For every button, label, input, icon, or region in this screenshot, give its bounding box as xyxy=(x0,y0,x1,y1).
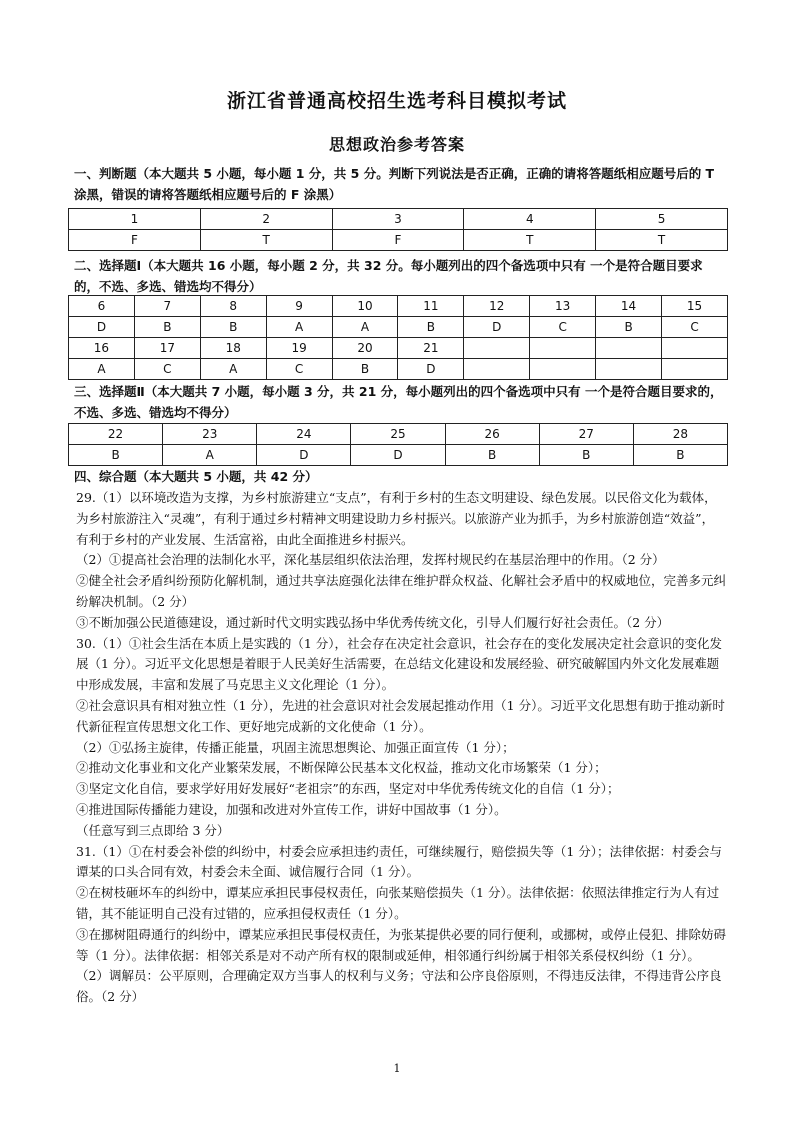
table-cell xyxy=(596,359,662,380)
answer-paragraph: ②推动文化事业和文化产业繁荣发展，不断保障公民基本文化权益，推动文化市场繁荣（1 分）； xyxy=(76,760,607,776)
table-cell: B xyxy=(200,317,266,338)
answer-paragraph: 29.（1）以环境改造为支撑，为乡村旅游建立“支点”，有利于乡村的生态文明建设、绿色发展。以民俗文化为载体，为乡村旅游注入“灵魂”，有利于通过乡村精神文明建设助力乡村振兴。以旅游产业为抓手，为乡村旅游创造“效益”，有利于乡村的产业发展、生活富裕，由此全面推进乡村振兴。 xyxy=(76,490,717,547)
table-cell: 18 xyxy=(200,338,266,359)
table-cell: 24 xyxy=(257,424,351,445)
table-cell xyxy=(530,338,596,359)
table-cell: 19 xyxy=(266,338,332,359)
table-cell: D xyxy=(464,317,530,338)
section-3-answer-table xyxy=(68,423,728,466)
table-row xyxy=(69,296,728,317)
table-cell: 17 xyxy=(134,338,200,359)
table-cell: 27 xyxy=(539,424,633,445)
table-cell: 3 xyxy=(332,209,464,230)
table-cell: 21 xyxy=(398,338,464,359)
section-4-body xyxy=(76,488,726,1008)
table-cell: C xyxy=(134,359,200,380)
page-number: 1 xyxy=(393,1062,401,1075)
table-cell: C xyxy=(662,317,728,338)
table-cell: 5 xyxy=(596,209,728,230)
table-cell: D xyxy=(69,317,135,338)
table-cell xyxy=(662,338,728,359)
table-cell: 9 xyxy=(266,296,332,317)
answer-paragraph: （2）①弘扬主旋律，传播正能量，巩固主流思想舆论、加强正面宣传（1 分）； xyxy=(76,739,515,755)
table-cell: A xyxy=(200,359,266,380)
table-cell: A xyxy=(266,317,332,338)
table-cell: D xyxy=(257,445,351,466)
answer-paragraph: （2）调解员：公平原则，合理确定双方当事人的权利与义务；守法和公序良俗原则，不得违反法律，不得违背公序良俗。（2 分） xyxy=(76,968,722,1005)
table-cell: A xyxy=(332,317,398,338)
table-cell: C xyxy=(266,359,332,380)
table-cell: C xyxy=(530,317,596,338)
answer-paragraph: 31.（1）①在村委会补偿的纠纷中，村委会应承担违约责任，可继续履行，赔偿损失等（1 分）；法律依据：村委会与谭某的口头合同有效，村委会未全面、诚信履行合同（1 分）。 xyxy=(76,843,723,880)
answer-paragraph: ②社会意识具有相对独立性（1 分），先进的社会意识对社会发展起推动作用（1 分）。习近平文化思想有助于推动新时代新征程宣传思想文化工作、更好地完成新的文化使命（1 分）。 xyxy=(76,697,725,734)
table-cell: 28 xyxy=(633,424,727,445)
table-cell xyxy=(530,359,596,380)
table-row xyxy=(69,338,728,359)
table-cell: 7 xyxy=(134,296,200,317)
table-cell: A xyxy=(163,445,257,466)
table-row xyxy=(69,359,728,380)
answer-paragraph: ③坚定文化自信，要求学好用好发展好“老祖宗”的东西，坚定对中华优秀传统文化的自信（1 分）； xyxy=(76,781,620,797)
table-cell: 1 xyxy=(69,209,201,230)
section-2-heading: 二、选择题Ⅰ（本大题共 16 小题，每小题 2 分，共 32 分。每小题列出的四个备选项中只有 一个是符合题目要求的，不选、多选、错选均不得分） xyxy=(74,258,703,294)
table-cell xyxy=(464,359,530,380)
answer-paragraph: ③不断加强公民道德建设，通过新时代文明实践弘扬中华优秀传统文化，引导人们履行好社会责任。（2 分） xyxy=(76,614,670,630)
table-cell: T xyxy=(464,230,596,251)
table-cell: 4 xyxy=(464,209,596,230)
section-4-heading: 四、综合题（本大题共 5 小题，共 42 分） xyxy=(74,469,318,484)
table-cell: 13 xyxy=(530,296,596,317)
answer-paragraph: ②健全社会矛盾纠纷预防化解机制，通过共享法庭强化法律在维护群众权益、化解社会矛盾中的权威地位，完善多元纠纷解决机制。（2 分） xyxy=(76,573,727,609)
section-1-heading: 一、判断题（本大题共 5 小题，每小题 1 分，共 5 分。判断下列说法是否正确，正确的请将答题纸相应题号后的 T 涂黑，错误的请将答题纸相应题号后的 F 涂黑） xyxy=(74,166,715,202)
answer-paragraph: ②在树枝砸坏车的纠纷中，谭某应承担民事侵权责任，向张某赔偿损失（1 分）。法律依据：依照法律推定行为人有过错，其不能证明自己没有过错的，应承担侵权责任（1 分）。 xyxy=(76,885,720,921)
table-cell: B xyxy=(445,445,539,466)
table-cell: B xyxy=(633,445,727,466)
table-cell: 25 xyxy=(351,424,445,445)
answer-paragraph: ④推进国际传播能力建设，加强和改进对外宣传工作，讲好中国故事（1 分）。 xyxy=(76,801,507,817)
table-cell: T xyxy=(596,230,728,251)
table-cell: F xyxy=(69,230,201,251)
table-cell: 23 xyxy=(163,424,257,445)
table-cell: B xyxy=(596,317,662,338)
page-title: 浙江省普通高校招生选考科目模拟考试 xyxy=(226,90,567,112)
table-cell xyxy=(596,338,662,359)
table-cell: 6 xyxy=(69,296,135,317)
section-2-answer-table xyxy=(68,295,728,380)
table-cell: 26 xyxy=(445,424,539,445)
table-cell: T xyxy=(200,230,332,251)
table-row xyxy=(69,424,728,445)
table-cell: 16 xyxy=(69,338,135,359)
table-cell: 8 xyxy=(200,296,266,317)
table-row xyxy=(69,230,728,251)
section-3-heading: 三、选择题Ⅱ（本大题共 7 小题，每小题 3 分，共 21 分，每小题列出的四个备选项中只有 一个是符合题目要求的，不选、多选、错选均不得分） xyxy=(74,384,723,420)
table-row xyxy=(69,209,728,230)
table-cell: B xyxy=(69,445,163,466)
page-subtitle: 思想政治参考答案 xyxy=(328,135,465,154)
table-row xyxy=(69,445,728,466)
answer-paragraph: （任意写到三点即给 3 分） xyxy=(76,822,230,838)
table-cell: 2 xyxy=(200,209,332,230)
answer-paragraph: ③在挪树阻碍通行的纠纷中，谭某应承担民事侵权责任，为张某提供必要的同行便利，或挪树，或停止侵犯、排除妨碍等（1 分）。法律依据：相邻关系是对不动产所有权的限制或延伸，相邻通行纠纷属于相邻关系侵权纠纷（1 分）。 xyxy=(76,926,727,963)
table-cell xyxy=(662,359,728,380)
table-cell: A xyxy=(69,359,135,380)
table-cell: 10 xyxy=(332,296,398,317)
answer-paragraph: （2）①提高社会治理的法制化水平，深化基层组织依法治理，发挥村规民约在基层治理中的作用。（2 分） xyxy=(76,552,665,568)
table-cell: 15 xyxy=(662,296,728,317)
table-cell: 20 xyxy=(332,338,398,359)
table-cell: B xyxy=(398,317,464,338)
table-cell: 14 xyxy=(596,296,662,317)
table-cell: F xyxy=(332,230,464,251)
answer-paragraph: 30.（1）①社会生活在本质上是实践的（1 分），社会存在决定社会意识，社会存在的变化发展决定社会意识的变化发展（1 分）。习近平文化思想是着眼于人民美好生活需要，在总结文化建设和发展经验、研究破解国内外文化发展难题中形成发展，丰富和发展了马克思主义文化理论（1 分）。 xyxy=(76,635,723,693)
table-row xyxy=(69,317,728,338)
table-cell xyxy=(464,338,530,359)
table-cell: D xyxy=(398,359,464,380)
table-cell: D xyxy=(351,445,445,466)
table-cell: B xyxy=(332,359,398,380)
section-1-answer-table xyxy=(68,208,728,251)
table-cell: B xyxy=(134,317,200,338)
table-cell: B xyxy=(539,445,633,466)
table-cell: 11 xyxy=(398,296,464,317)
table-cell: 12 xyxy=(464,296,530,317)
table-cell: 22 xyxy=(69,424,163,445)
